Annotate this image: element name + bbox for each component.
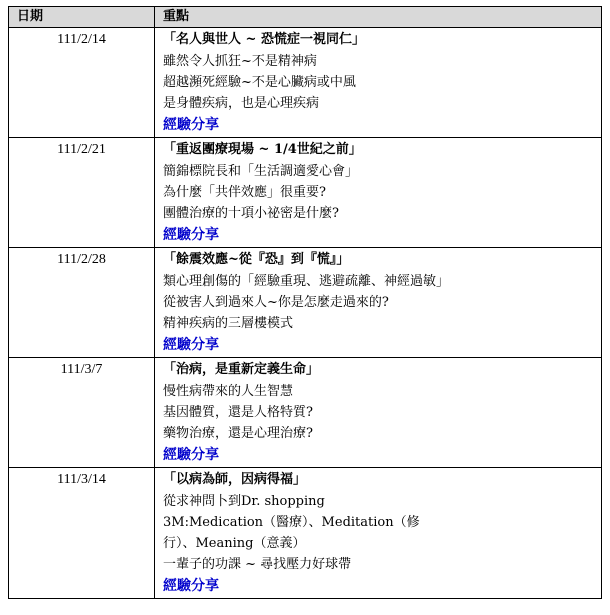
- topic-line: 團體治療的十項小祕密是什麼?: [163, 206, 339, 221]
- topic-title: 「重返團療現場 ~ 1/4世紀之前」: [163, 142, 362, 157]
- row-date: 111/3/14: [9, 468, 155, 599]
- row-topic: [155, 248, 602, 358]
- topic-line: 行）、Meaning（意義）: [163, 536, 306, 551]
- table-row: [9, 28, 602, 138]
- topic-line: 簡錦標院長和「生活調適愛心會」: [163, 164, 359, 179]
- experience-share-link[interactable]: 經驗分享: [163, 227, 219, 243]
- topic-line: 超越瀕死經驗~不是心臟病或中風: [163, 75, 356, 90]
- table-row: [9, 138, 602, 248]
- row-date: 111/3/7: [9, 358, 155, 468]
- topic-line: 基因體質，還是人格特質?: [163, 405, 313, 420]
- experience-share-link[interactable]: 經驗分享: [163, 578, 219, 594]
- row-date: 111/2/21: [9, 138, 155, 248]
- topic-line: 一輩子的功課 ~ 尋找壓力好球帶: [163, 557, 352, 572]
- topic-line: 從求神問卜到Dr. shopping: [163, 494, 325, 509]
- topic-title: 「名人與世人 ~ 恐慌症一視同仁」: [163, 32, 365, 47]
- row-date: 111/2/14: [9, 28, 155, 138]
- row-date: 111/2/28: [9, 248, 155, 358]
- topic-title: 「治病，是重新定義生命」: [163, 362, 320, 377]
- header-row: [9, 7, 602, 28]
- topic-line: 類心理創傷的「經驗重現、逃避疏離、神經過敏」: [163, 274, 450, 289]
- experience-share-link[interactable]: 經驗分享: [163, 447, 219, 463]
- header-topic: 重點: [155, 7, 602, 28]
- topic-title: 「以病為師，因病得福」: [163, 472, 307, 487]
- topic-line: 精神疾病的三層樓模式: [163, 316, 294, 331]
- topic-title: 「餘震效應~從『恐』到『慌』」: [163, 252, 350, 267]
- topic-line: 3M:Medication（醫療）、Meditation（修: [163, 515, 420, 530]
- topic-line: 為什麼「共伴效應」很重要?: [163, 185, 326, 200]
- experience-share-link[interactable]: 經驗分享: [163, 117, 219, 133]
- schedule-table: [8, 6, 602, 599]
- table-row: [9, 468, 602, 599]
- topic-line: 藥物治療，還是心理治療?: [163, 426, 313, 441]
- topic-line: 是身體疾病，也是心理疾病: [163, 96, 320, 111]
- topic-line: 慢性病帶來的人生智慧: [163, 384, 294, 399]
- topic-line: 雖然令人抓狂~不是精神病: [163, 54, 317, 69]
- row-topic: [155, 358, 602, 468]
- table-row: [9, 248, 602, 358]
- row-topic: [155, 468, 602, 599]
- topic-line: 從被害人到過來人~你是怎麼走過來的?: [163, 295, 389, 310]
- row-topic: [155, 138, 602, 248]
- row-topic: [155, 28, 602, 138]
- experience-share-link[interactable]: 經驗分享: [163, 337, 219, 353]
- header-date: 日期: [9, 7, 155, 28]
- table-row: [9, 358, 602, 468]
